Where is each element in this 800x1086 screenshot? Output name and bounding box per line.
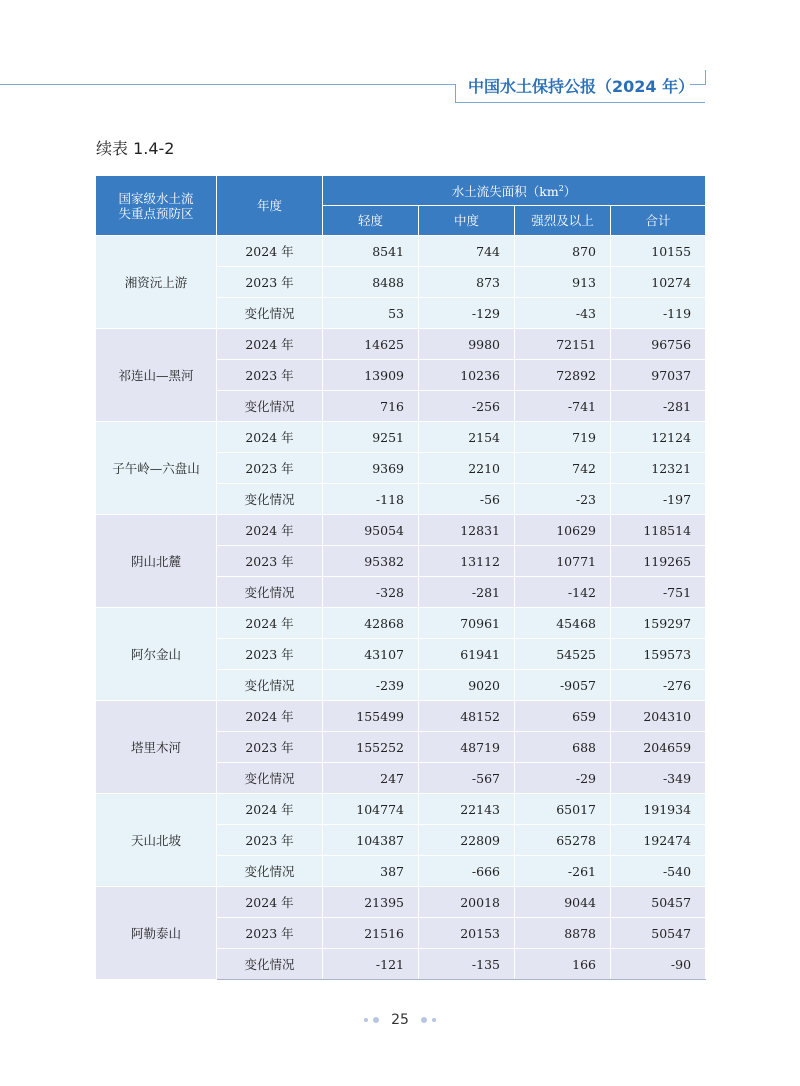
header-rule-underline	[455, 102, 705, 103]
value-cell: -56	[419, 484, 515, 515]
value-cell: 50457	[611, 887, 706, 918]
value-cell: 8488	[323, 267, 419, 298]
area-name-cell: 塔里木河	[96, 701, 217, 794]
value-cell: 8878	[515, 918, 611, 949]
value-cell: 159297	[611, 608, 706, 639]
year-cell: 2023 年	[217, 267, 323, 298]
header-erosion-unit-sup: 2	[558, 184, 564, 194]
value-cell: 96756	[611, 329, 706, 360]
value-cell: 870	[515, 236, 611, 267]
value-cell: 2210	[419, 453, 515, 484]
value-cell: 72151	[515, 329, 611, 360]
publication-title: 中国水土保持公报（2024 年）	[468, 77, 695, 96]
value-cell: -276	[611, 670, 706, 701]
value-cell: 387	[323, 856, 419, 887]
value-cell: -119	[611, 298, 706, 329]
value-cell: 742	[515, 453, 611, 484]
value-cell: 61941	[419, 639, 515, 670]
header-rule-step	[455, 84, 456, 102]
value-cell: 688	[515, 732, 611, 763]
value-cell: 9369	[323, 453, 419, 484]
value-cell: -281	[611, 391, 706, 422]
year-cell: 2024 年	[217, 236, 323, 267]
area-name-cell: 祁连山—黑河	[96, 329, 217, 422]
year-cell: 变化情况	[217, 577, 323, 608]
value-cell: -29	[515, 763, 611, 794]
value-cell: -349	[611, 763, 706, 794]
value-cell: -90	[611, 949, 706, 980]
value-cell: 104774	[323, 794, 419, 825]
value-cell: 9980	[419, 329, 515, 360]
area-name-cell: 阿勒泰山	[96, 887, 217, 980]
year-cell: 变化情况	[217, 484, 323, 515]
value-cell: -256	[419, 391, 515, 422]
header-erosion-label-end: ）	[563, 184, 577, 200]
value-cell: -142	[515, 577, 611, 608]
value-cell: 155252	[323, 732, 419, 763]
table-row	[96, 608, 706, 639]
year-cell: 2023 年	[217, 918, 323, 949]
area-name-cell: 天山北坡	[96, 794, 217, 887]
value-cell: 8541	[323, 236, 419, 267]
value-cell: -9057	[515, 670, 611, 701]
value-cell: 119265	[611, 546, 706, 577]
table-row	[96, 236, 706, 267]
value-cell: 20018	[419, 887, 515, 918]
value-cell: 2154	[419, 422, 515, 453]
value-cell: 72892	[515, 360, 611, 391]
value-cell: 65278	[515, 825, 611, 856]
value-cell: 913	[515, 267, 611, 298]
value-cell: 191934	[611, 794, 706, 825]
table-row	[96, 794, 706, 825]
value-cell: 659	[515, 701, 611, 732]
value-cell: 10771	[515, 546, 611, 577]
footer-dot-icon	[432, 1018, 436, 1022]
value-cell: -118	[323, 484, 419, 515]
year-cell: 2024 年	[217, 608, 323, 639]
year-cell: 变化情况	[217, 391, 323, 422]
value-cell: 166	[515, 949, 611, 980]
value-cell: 43107	[323, 639, 419, 670]
value-cell: 155499	[323, 701, 419, 732]
value-cell: 48152	[419, 701, 515, 732]
value-cell: -540	[611, 856, 706, 887]
value-cell: 48719	[419, 732, 515, 763]
page-number: 25	[391, 1012, 409, 1028]
value-cell: -281	[419, 577, 515, 608]
value-cell: -129	[419, 298, 515, 329]
header-year: 年度	[217, 176, 323, 236]
table-row	[96, 701, 706, 732]
value-cell: 13112	[419, 546, 515, 577]
value-cell: -197	[611, 484, 706, 515]
header-severe: 强烈及以上	[515, 206, 611, 236]
year-cell: 2023 年	[217, 732, 323, 763]
value-cell: -328	[323, 577, 419, 608]
value-cell: 192474	[611, 825, 706, 856]
area-name-cell: 子午岭—六盘山	[96, 422, 217, 515]
header-area-label: 国家级水土流失重点预防区	[118, 190, 194, 221]
year-cell: 变化情况	[217, 856, 323, 887]
value-cell: 12321	[611, 453, 706, 484]
year-cell: 2023 年	[217, 546, 323, 577]
value-cell: -239	[323, 670, 419, 701]
year-cell: 2023 年	[217, 360, 323, 391]
header-area	[96, 176, 217, 236]
value-cell: 54525	[515, 639, 611, 670]
value-cell: -261	[515, 856, 611, 887]
year-cell: 2024 年	[217, 422, 323, 453]
value-cell: 21516	[323, 918, 419, 949]
year-cell: 2023 年	[217, 453, 323, 484]
table-row	[96, 515, 706, 546]
value-cell: 9044	[515, 887, 611, 918]
year-cell: 2023 年	[217, 825, 323, 856]
value-cell: -23	[515, 484, 611, 515]
year-cell: 2023 年	[217, 639, 323, 670]
year-cell: 变化情况	[217, 949, 323, 980]
table-row	[96, 422, 706, 453]
year-cell: 变化情况	[217, 298, 323, 329]
year-cell: 2024 年	[217, 515, 323, 546]
value-cell: 204659	[611, 732, 706, 763]
year-cell: 2024 年	[217, 701, 323, 732]
area-name-cell: 阿尔金山	[96, 608, 217, 701]
value-cell: 70961	[419, 608, 515, 639]
value-cell: 10629	[515, 515, 611, 546]
value-cell: 10155	[611, 236, 706, 267]
year-cell: 2024 年	[217, 329, 323, 360]
year-cell: 变化情况	[217, 670, 323, 701]
value-cell: 13909	[323, 360, 419, 391]
header-erosion-label: 水土流失面积（km	[451, 184, 559, 200]
value-cell: 12124	[611, 422, 706, 453]
value-cell: 10274	[611, 267, 706, 298]
value-cell: 719	[515, 422, 611, 453]
value-cell: 95054	[323, 515, 419, 546]
header-rule-left	[0, 84, 455, 85]
table-body	[96, 236, 706, 980]
value-cell: -666	[419, 856, 515, 887]
table-row	[96, 887, 706, 918]
value-cell: 204310	[611, 701, 706, 732]
value-cell: 22143	[419, 794, 515, 825]
soil-erosion-table	[95, 175, 706, 980]
value-cell: 9020	[419, 670, 515, 701]
value-cell: -121	[323, 949, 419, 980]
footer-dot-icon	[364, 1018, 368, 1022]
value-cell: 50547	[611, 918, 706, 949]
value-cell: -43	[515, 298, 611, 329]
value-cell: 12831	[419, 515, 515, 546]
footer-dot-icon	[421, 1017, 427, 1023]
footer-dot-icon	[373, 1017, 379, 1023]
value-cell: 45468	[515, 608, 611, 639]
value-cell: 22809	[419, 825, 515, 856]
year-cell: 变化情况	[217, 763, 323, 794]
area-name-cell: 阴山北麓	[96, 515, 217, 608]
value-cell: 104387	[323, 825, 419, 856]
value-cell: -567	[419, 763, 515, 794]
value-cell: 53	[323, 298, 419, 329]
value-cell: 247	[323, 763, 419, 794]
value-cell: 14625	[323, 329, 419, 360]
value-cell: 716	[323, 391, 419, 422]
value-cell: 95382	[323, 546, 419, 577]
table-row	[96, 329, 706, 360]
table-caption: 续表 1.4-2	[96, 139, 175, 158]
table-header	[96, 176, 706, 236]
header-light: 轻度	[323, 206, 419, 236]
value-cell: 118514	[611, 515, 706, 546]
value-cell: 873	[419, 267, 515, 298]
header-total: 合计	[611, 206, 706, 236]
year-cell: 2024 年	[217, 887, 323, 918]
value-cell: 21395	[323, 887, 419, 918]
header-erosion-area	[323, 176, 706, 206]
value-cell: 10236	[419, 360, 515, 391]
value-cell: 744	[419, 236, 515, 267]
value-cell: -135	[419, 949, 515, 980]
value-cell: 9251	[323, 422, 419, 453]
value-cell: 159573	[611, 639, 706, 670]
value-cell: 20153	[419, 918, 515, 949]
value-cell: 42868	[323, 608, 419, 639]
value-cell: 65017	[515, 794, 611, 825]
value-cell: -741	[515, 391, 611, 422]
page-footer	[0, 1012, 800, 1028]
area-name-cell: 湘资沅上游	[96, 236, 217, 329]
year-cell: 2024 年	[217, 794, 323, 825]
value-cell: 97037	[611, 360, 706, 391]
value-cell: -751	[611, 577, 706, 608]
header-moderate: 中度	[419, 206, 515, 236]
